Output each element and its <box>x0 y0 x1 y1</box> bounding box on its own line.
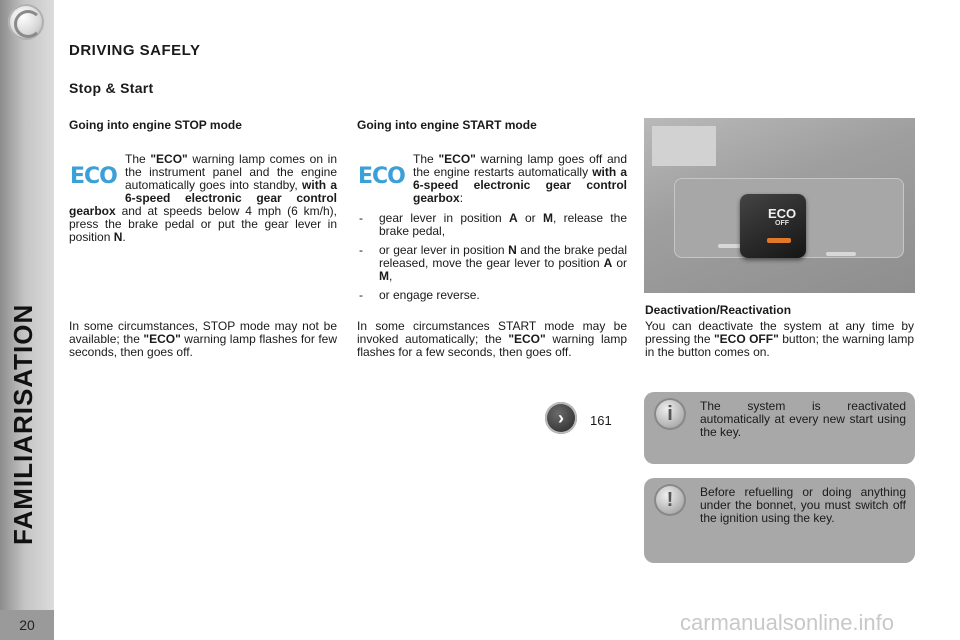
eco-icon-spacer <box>357 153 413 205</box>
eco-off-switch-sublabel: OFF <box>775 220 789 227</box>
stop-mode-note: In some circumstances, STOP mode may not be available; the "ECO" warning lamp flashes for few seconds, then goes off. <box>69 319 337 359</box>
page-reference-chevron-icon[interactable]: › <box>545 402 577 434</box>
page-reference-number[interactable]: 161 <box>590 413 612 428</box>
dashboard-inset-icon <box>652 126 716 166</box>
section-title-text: FAMILIARISATION <box>8 303 38 545</box>
eco-off-switch-label: ECO <box>768 206 797 221</box>
page-number: 20 <box>0 610 54 640</box>
list-item: - gear lever in position A or M, release the brake pedal, <box>357 212 627 238</box>
warning-icon: ! <box>654 484 686 516</box>
warning-box <box>644 478 915 563</box>
start-mode-heading: Going into engine START mode <box>357 118 537 132</box>
eco-off-switch <box>740 194 806 258</box>
start-mode-note: In some circumstances START mode may be invoked automatically; the "ECO" warning lamp flashes for a few seconds, then goes off. <box>357 319 627 359</box>
eco-warning-icon-start: ECO <box>358 164 405 189</box>
page-subtitle: Stop & Start <box>69 80 154 96</box>
panel-slot <box>718 244 742 248</box>
info-icon: i <box>654 398 686 430</box>
watermark: carmanualsonline.info <box>680 610 895 635</box>
list-item: - or gear lever in position N and the brake pedal released, move the gear lever to position A or M, <box>357 244 627 283</box>
eco-off-button-photo <box>644 118 915 293</box>
logo-arc-icon <box>14 10 42 38</box>
stop-mode-paragraph: The "ECO" warning lamp comes on in the instrument panel and the engine automatically goes into standby, with a 6-speed electronic gear control gearbox and at speeds below 4 mph (6 km/h), press the brake pedal or put the gear lever in position N. <box>69 152 338 244</box>
warning-box-text: Before refuelling or doing anything under the bonnet, you must switch off the ignition using the key. <box>700 485 906 525</box>
start-mode-paragraph: The "ECO" warning lamp goes off and the engine restarts automatically with a 6-speed electronic gear control gearbox: <box>357 153 627 205</box>
eco-warning-icon: ECO <box>70 164 117 189</box>
info-box <box>644 392 915 464</box>
eco-off-switch-lamp <box>767 238 791 243</box>
deactivation-paragraph: You can deactivate the system at any time by pressing the "ECO OFF" button; the warning lamp in the button comes on. <box>645 319 914 359</box>
list-item: - or engage reverse. <box>357 289 627 302</box>
start-mode-list <box>357 212 627 308</box>
panel-slot <box>826 252 856 256</box>
stop-mode-heading: Going into engine STOP mode <box>69 118 242 132</box>
sidebar <box>0 0 54 640</box>
eco-icon-spacer <box>69 153 125 205</box>
info-box-text: The system is reactivated automatically at every new start using the key. <box>700 399 906 439</box>
page-title: DRIVING SAFELY <box>69 42 201 59</box>
deactivation-heading: Deactivation/Reactivation <box>645 303 792 317</box>
